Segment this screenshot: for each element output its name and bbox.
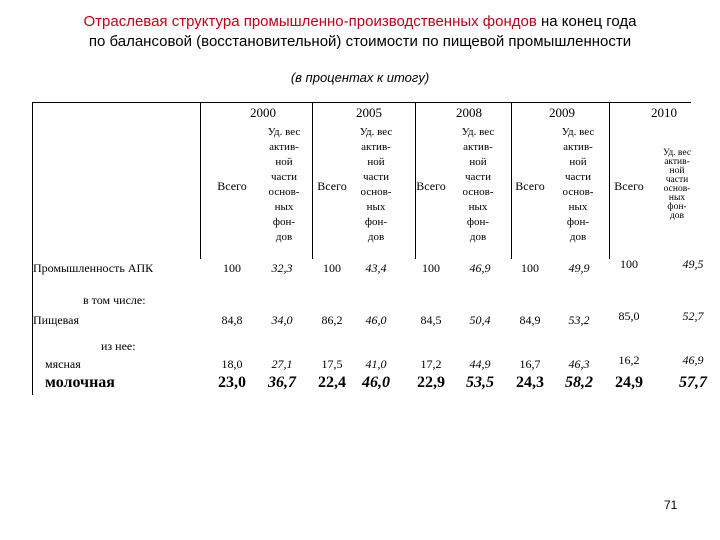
year-header: 2010 xyxy=(651,105,677,120)
total-value: 84,9 xyxy=(519,313,541,327)
share-header-line: дов xyxy=(469,231,487,243)
share-header-line: фон- xyxy=(667,202,687,212)
share-header-line: Уд. вес xyxy=(461,126,495,138)
total-header: Всего xyxy=(515,179,545,193)
share-header-line: актив- xyxy=(361,141,391,153)
share-header xyxy=(555,125,601,245)
share-header xyxy=(261,125,307,245)
share-header-line: фон- xyxy=(466,216,490,228)
share-value: 36,7 xyxy=(268,374,296,391)
share-header-line: ной xyxy=(469,156,487,168)
total-value: 22,4 xyxy=(318,374,346,391)
share-header-line: основ- xyxy=(562,186,594,198)
share-header-line: ных xyxy=(468,201,488,213)
share-value: 46,9 xyxy=(682,353,704,367)
share-header-line: Уд. вес xyxy=(561,126,595,138)
row-label: Пищевая xyxy=(33,313,80,327)
share-header-line: ной xyxy=(569,156,587,168)
row-label: в том числе: xyxy=(83,293,146,307)
title-rest: на конец года xyxy=(536,13,637,30)
share-header-line: ных xyxy=(366,201,386,213)
share-header-line: части xyxy=(271,171,297,183)
share-header xyxy=(353,125,399,245)
share-header-line: ной xyxy=(275,156,293,168)
total-value: 16,7 xyxy=(519,357,541,371)
share-header-line: части xyxy=(363,171,389,183)
total-header: Всего xyxy=(614,179,644,193)
total-value: 18,0 xyxy=(221,357,243,371)
share-header-line: актив- xyxy=(269,141,299,153)
share-header-line: Уд. вес xyxy=(359,126,393,138)
total-header: Всего xyxy=(217,179,247,193)
share-value: 49,9 xyxy=(568,261,590,275)
column-divider xyxy=(200,103,201,259)
share-value: 46,0 xyxy=(362,374,390,391)
share-header-line: актив- xyxy=(664,157,690,167)
total-value: 24,3 xyxy=(516,374,544,391)
year-header: 2005 xyxy=(356,105,382,120)
share-value: 50,4 xyxy=(469,313,491,327)
slide-title xyxy=(0,12,720,52)
share-value: 32,3 xyxy=(271,261,293,275)
total-value: 17,5 xyxy=(321,357,343,371)
share-header-line: основ- xyxy=(663,184,691,194)
total-value: 86,2 xyxy=(321,313,343,327)
share-header-line: части xyxy=(465,171,491,183)
row-label: из нее: xyxy=(101,339,136,353)
title-line-2: по балансовой (восстановительной) стоимости по пищевой промышленности xyxy=(88,33,632,50)
share-header-line: фон- xyxy=(566,216,590,228)
share-value: 46,9 xyxy=(469,261,491,275)
share-value: 44,9 xyxy=(469,357,491,371)
total-value: 100 xyxy=(521,261,539,275)
share-value: 49,5 xyxy=(682,257,704,271)
share-header-line: дов xyxy=(569,231,587,243)
share-header-line: ной xyxy=(669,166,685,176)
share-header-line: фон- xyxy=(364,216,388,228)
share-header-line: фон- xyxy=(272,216,296,228)
share-value: 34,0 xyxy=(271,313,293,327)
year-header: 2000 xyxy=(250,105,276,120)
row-label: мясная xyxy=(45,357,81,371)
total-value: 24,9 xyxy=(615,374,643,391)
share-header-line: дов xyxy=(669,211,685,221)
share-value: 46,3 xyxy=(568,357,590,371)
page-number: 71 xyxy=(664,498,678,512)
total-value: 23,0 xyxy=(218,374,246,391)
total-value: 100 xyxy=(323,261,341,275)
share-value: 53,5 xyxy=(466,374,494,391)
share-header-line: актив- xyxy=(563,141,593,153)
total-header: Всего xyxy=(416,179,446,193)
share-value: 27,1 xyxy=(271,357,293,371)
share-value: 41,0 xyxy=(365,357,387,371)
share-header-line: основ- xyxy=(360,186,392,198)
share-value: 58,2 xyxy=(565,374,593,391)
share-header-line: части xyxy=(665,175,689,185)
share-header-line: основ- xyxy=(268,186,300,198)
total-value: 17,2 xyxy=(420,357,442,371)
share-header-line: Уд. вес xyxy=(267,126,301,138)
share-header xyxy=(455,125,501,245)
subtitle: (в процентах к итогу) xyxy=(290,70,430,85)
data-table xyxy=(32,102,707,395)
share-value: 57,7 xyxy=(679,374,707,391)
share-header-line: ных xyxy=(668,193,686,203)
share-header xyxy=(651,149,703,221)
total-value: 84,5 xyxy=(420,313,442,327)
total-value: 100 xyxy=(223,261,241,275)
share-value: 53,2 xyxy=(568,313,590,327)
share-header-line: части xyxy=(565,171,591,183)
share-header-line: ной xyxy=(367,156,385,168)
share-header-line: Уд. вес xyxy=(662,148,692,158)
total-value: 85,0 xyxy=(618,309,640,323)
share-value: 46,0 xyxy=(365,313,387,327)
total-value: 16,2 xyxy=(618,353,640,367)
share-header-line: ных xyxy=(568,201,588,213)
total-value: 100 xyxy=(422,261,440,275)
year-header: 2009 xyxy=(549,105,575,120)
total-value: 84,8 xyxy=(221,313,243,327)
total-value: 100 xyxy=(620,257,638,271)
share-value: 52,7 xyxy=(682,309,704,323)
share-header-line: дов xyxy=(367,231,385,243)
row-label: Промышленность АПК xyxy=(33,261,154,275)
row-label: молочная xyxy=(45,374,115,391)
share-value: 43,4 xyxy=(365,261,387,275)
share-header-line: основ- xyxy=(462,186,494,198)
title-line-1 xyxy=(0,12,720,32)
year-header: 2008 xyxy=(456,105,482,120)
share-header-line: ных xyxy=(274,201,294,213)
total-header: Всего xyxy=(317,179,347,193)
share-header-line: дов xyxy=(275,231,293,243)
share-header-line: актив- xyxy=(463,141,493,153)
title-highlight: Отраслевая структура промышленно-производственных фондов xyxy=(83,13,537,30)
total-value: 22,9 xyxy=(417,374,445,391)
